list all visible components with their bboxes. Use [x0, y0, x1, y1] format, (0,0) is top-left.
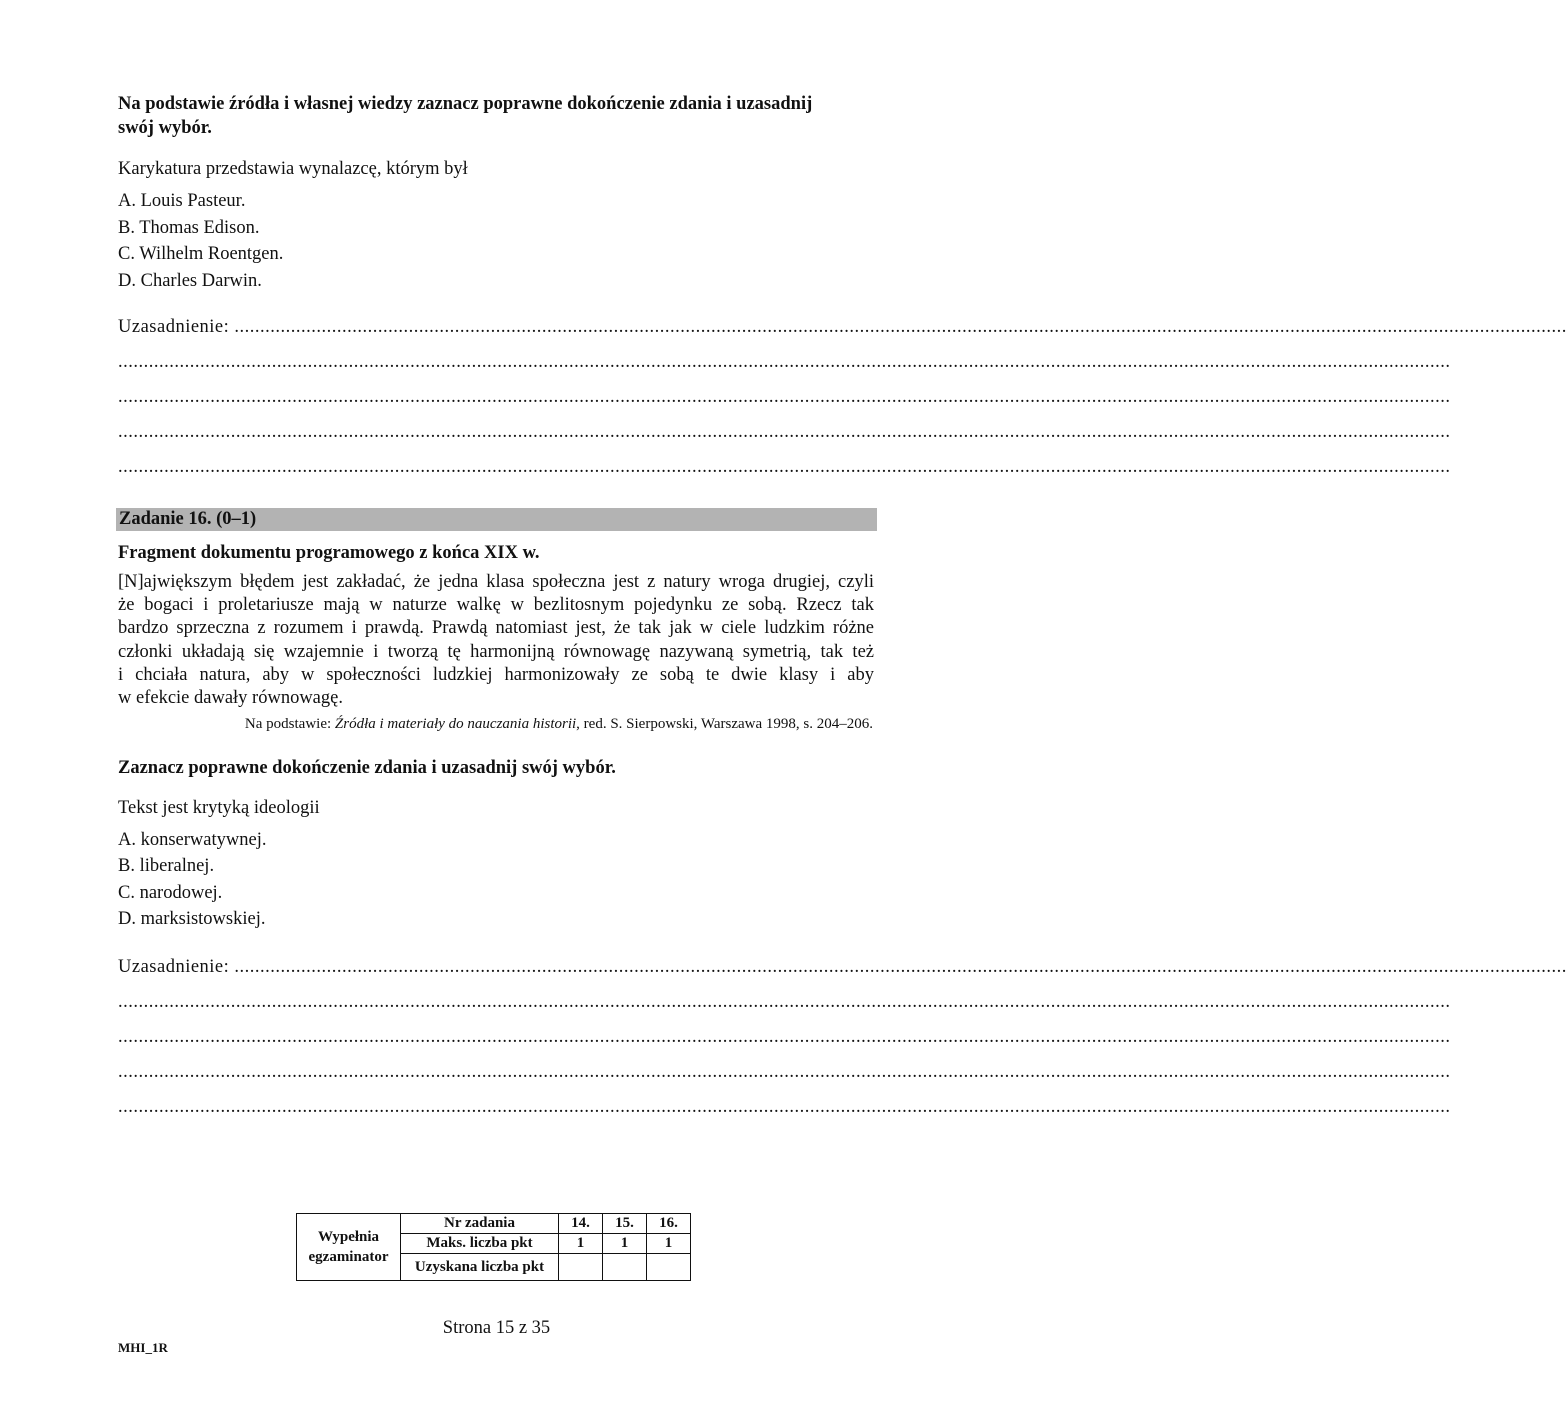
examiner-cell	[297, 1214, 401, 1281]
task15-justification-line-5[interactable]: ....................................................................................................................................................................................................................................................................	[118, 457, 1451, 477]
source-suffix: , red. S. Sierpowski, Warszawa 1998, s. 204–206.	[576, 716, 873, 732]
task16-header-bar	[116, 508, 877, 531]
max-points-15: 1	[603, 1234, 647, 1254]
task16-header: Zadanie 16. (0–1)	[119, 509, 257, 529]
task16-option-a[interactable]: A. konserwatywnej.	[118, 830, 267, 850]
task16-option-d[interactable]: D. marksistowskiej.	[118, 909, 266, 929]
obtained-points-label: Uzyskana liczba pkt	[401, 1254, 559, 1281]
source-title-italic: Źródła i materiały do nauczania historii	[334, 716, 577, 732]
page-number: Strona 15 z 35	[442, 1318, 551, 1338]
task16-justification-line-4[interactable]: ....................................................................................................................................................................................................................................................................	[118, 1062, 1451, 1082]
examiner-label-line2: egzaminator	[308, 1249, 389, 1265]
task16-instruction: Zaznacz poprawne dokończenie zdania i uzasadnij swój wybór.	[118, 758, 616, 778]
exam-code: MHI_1R	[118, 1340, 168, 1355]
justification-label: Uzasadnienie:	[118, 317, 230, 337]
obtained-points-16[interactable]	[647, 1254, 691, 1281]
obtained-points-14[interactable]	[559, 1254, 603, 1281]
task-number-14: 14.	[559, 1214, 603, 1234]
source-prefix: Na podstawie:	[244, 716, 335, 732]
task15-option-d[interactable]: D. Charles Darwin.	[118, 271, 262, 291]
max-points-label: Maks. liczba pkt	[401, 1234, 559, 1254]
task15-option-a[interactable]: A. Louis Pasteur.	[118, 191, 246, 211]
task-number-label: Nr zadania	[401, 1214, 559, 1234]
task15-option-c[interactable]: C. Wilhelm Roentgen.	[118, 244, 284, 264]
task16-justification-line-1[interactable]: Uzasadnienie: ....................................................................................................................................................................................................................................................................	[118, 957, 1567, 977]
task-number-15: 15.	[603, 1214, 647, 1234]
passage-line: że bogaci i proletariusze mają w naturze walkę w bezlitosnym pojedynku ze sobą. Rzecz tak	[118, 595, 874, 616]
passage-line: i chciała natura, aby w społeczności ludzkiej harmonizowały ze sobą te dwie klasy i aby	[118, 664, 874, 685]
task15-instruction-line1: Na podstawie źródła i własnej wiedzy zaznacz poprawne dokończenie zdania i uzasadnij	[118, 94, 813, 114]
obtained-points-15[interactable]	[603, 1254, 647, 1281]
task15-option-b[interactable]: B. Thomas Edison.	[118, 218, 260, 238]
max-points-14: 1	[559, 1234, 603, 1254]
task16-justification-line-2[interactable]: ....................................................................................................................................................................................................................................................................	[118, 992, 1451, 1012]
task16-stem: Tekst jest krytyką ideologii	[118, 798, 320, 818]
task16-source-citation	[245, 716, 873, 733]
task15-stem: Karykatura przedstawia wynalazcę, którym był	[118, 159, 468, 179]
task16-option-b[interactable]: B. liberalnej.	[118, 856, 215, 876]
task-number-16: 16.	[647, 1214, 691, 1234]
task15-justification-line-1[interactable]: Uzasadnienie: ....................................................................................................................................................................................................................................................................	[118, 317, 1567, 337]
task16-justification-line-3[interactable]: ....................................................................................................................................................................................................................................................................	[118, 1027, 1451, 1047]
task16-justification-line-5[interactable]: ....................................................................................................................................................................................................................................................................	[118, 1097, 1451, 1117]
task16-source-title: Fragment dokumentu programowego z końca XIX w.	[118, 543, 540, 563]
examiner-label-line1: Wypełnia	[317, 1229, 380, 1245]
passage-line: [N]ajwiększym błędem jest zakładać, że jedna klasa społeczna jest z natury wroga drugiej, czyli	[118, 572, 874, 592]
justification-label: Uzasadnienie:	[118, 957, 230, 977]
task15-justification-line-4[interactable]: ....................................................................................................................................................................................................................................................................	[118, 422, 1451, 442]
max-points-16: 1	[647, 1234, 691, 1254]
task15-justification-line-2[interactable]: ....................................................................................................................................................................................................................................................................	[118, 352, 1451, 372]
task15-instruction-line2: swój wybór.	[118, 118, 212, 138]
examiner-score-table	[296, 1213, 691, 1281]
passage-line: bardzo sprzeczna z rozumem i prawdą. Prawdą natomiast jest, że tak jak w ciele ludzkim różne	[118, 618, 874, 639]
task16-option-c[interactable]: C. narodowej.	[118, 883, 223, 903]
task15-justification-line-3[interactable]: ....................................................................................................................................................................................................................................................................	[118, 387, 1451, 407]
passage-line: członki układają się wzajemnie i tworzą tę harmonijną równowagę nazywaną symetrią, tak też	[118, 641, 874, 662]
passage-line: w efekcie dawały równowagę.	[118, 688, 343, 709]
task16-passage	[118, 571, 874, 710]
